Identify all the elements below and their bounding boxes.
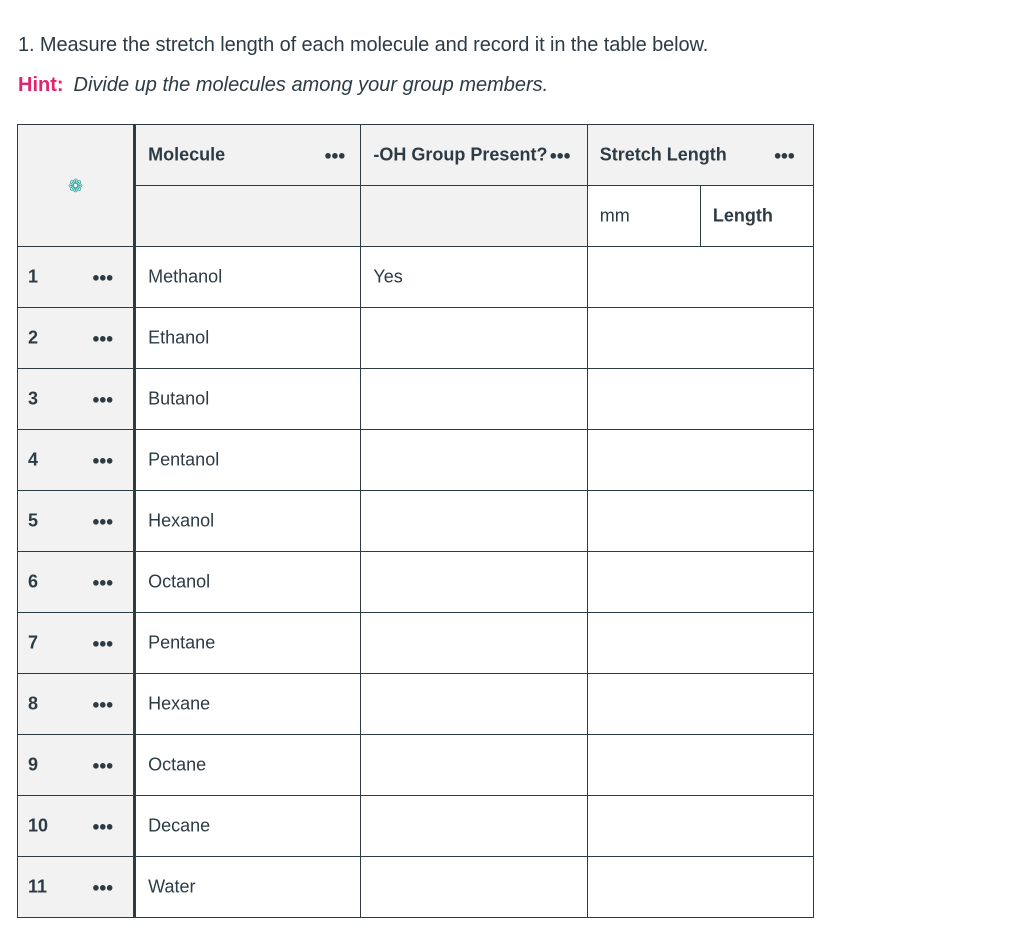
gear-icon[interactable]: ❁ — [68, 175, 84, 196]
row-header — [18, 857, 135, 918]
cell-stretch-length[interactable] — [587, 430, 813, 491]
subheader-molecule — [135, 186, 361, 247]
row-header — [18, 613, 135, 674]
cell-oh-group[interactable] — [361, 735, 587, 796]
cell-molecule-text: Hexane — [148, 693, 211, 714]
cell-molecule[interactable] — [135, 613, 361, 674]
cell-oh-group[interactable] — [361, 674, 587, 735]
hint — [18, 74, 548, 97]
cell-oh-group[interactable] — [361, 491, 587, 552]
row-number: 3 — [28, 388, 39, 409]
cell-molecule-text: Pentanol — [148, 449, 220, 470]
subheader-oh-group — [361, 186, 587, 247]
subheader-mm-label: mm — [599, 205, 630, 226]
row-menu-icon[interactable]: ●●● — [92, 818, 113, 834]
column-header-stretch-length[interactable] — [587, 125, 813, 186]
row-header — [18, 552, 135, 613]
cell-oh-group[interactable] — [361, 857, 587, 918]
cell-molecule[interactable] — [135, 308, 361, 369]
table-row — [18, 247, 814, 308]
cell-oh-group[interactable] — [361, 369, 587, 430]
cell-molecule[interactable] — [135, 430, 361, 491]
table-row — [18, 857, 814, 918]
cell-molecule-text: Decane — [148, 815, 211, 836]
row-number: 10 — [28, 815, 49, 836]
cell-molecule-text: Butanol — [148, 388, 210, 409]
row-number: 7 — [28, 632, 39, 653]
column-header-stretch-length-label: Stretch Length — [599, 144, 727, 165]
cell-oh-group[interactable] — [361, 796, 587, 857]
subheader-row — [18, 186, 814, 247]
table-row — [18, 613, 814, 674]
row-number: 1 — [28, 266, 39, 287]
row-header — [18, 674, 135, 735]
table-row — [18, 308, 814, 369]
cell-stretch-length[interactable] — [587, 857, 813, 918]
cell-oh-group[interactable] — [361, 552, 587, 613]
cell-molecule[interactable] — [135, 491, 361, 552]
row-menu-icon[interactable]: ●●● — [92, 635, 113, 651]
subheader-length — [700, 186, 813, 247]
column-header-oh-group-label: -OH Group Present? — [373, 144, 548, 165]
column-menu-molecule[interactable]: ●●● — [324, 147, 345, 163]
cell-molecule-text: Octane — [148, 754, 207, 775]
cell-oh-group[interactable] — [361, 613, 587, 674]
subheader-length-label: Length — [712, 205, 773, 226]
cell-molecule-text: Methanol — [148, 266, 223, 287]
row-header — [18, 247, 135, 308]
cell-molecule[interactable] — [135, 369, 361, 430]
row-header — [18, 308, 135, 369]
cell-stretch-length[interactable] — [587, 491, 813, 552]
row-number: 4 — [28, 449, 39, 470]
row-menu-icon[interactable]: ●●● — [92, 757, 113, 773]
cell-stretch-length[interactable] — [587, 308, 813, 369]
table-row — [18, 674, 814, 735]
cell-oh-group[interactable] — [361, 430, 587, 491]
cell-stretch-length[interactable] — [587, 369, 813, 430]
cell-molecule[interactable] — [135, 247, 361, 308]
subheader-mm — [587, 186, 700, 247]
table-corner — [18, 125, 135, 247]
question-text: 1. Measure the stretch length of each molecule and record it in the table below. — [18, 34, 709, 56]
row-number: 8 — [28, 693, 39, 714]
cell-molecule[interactable] — [135, 735, 361, 796]
row-header — [18, 796, 135, 857]
column-menu-stretch-length[interactable]: ●●● — [773, 147, 795, 163]
cell-stretch-length[interactable] — [587, 735, 813, 796]
column-header-molecule[interactable] — [135, 125, 361, 186]
row-header — [18, 491, 135, 552]
cell-oh-group[interactable] — [361, 308, 587, 369]
header-row — [18, 125, 814, 186]
row-number: 11 — [28, 876, 48, 897]
table-row — [18, 796, 814, 857]
cell-molecule[interactable] — [135, 552, 361, 613]
hint-label: Hint: — [18, 74, 64, 96]
cell-molecule-text: Ethanol — [148, 327, 210, 348]
table-row — [18, 735, 814, 796]
row-number: 6 — [28, 571, 39, 592]
row-number: 2 — [28, 327, 39, 348]
cell-molecule-text: Water — [148, 876, 196, 897]
row-menu-icon[interactable]: ●●● — [92, 452, 113, 468]
row-number: 5 — [28, 510, 39, 531]
cell-stretch-length[interactable] — [587, 674, 813, 735]
table-row — [18, 369, 814, 430]
cell-molecule[interactable] — [135, 796, 361, 857]
cell-oh-group-text: Yes — [373, 266, 403, 287]
table-row — [18, 430, 814, 491]
cell-molecule-text: Pentane — [148, 632, 216, 653]
row-menu-icon[interactable]: ●●● — [92, 879, 113, 895]
row-header — [18, 735, 135, 796]
column-header-oh-group[interactable] — [361, 125, 587, 186]
row-number: 9 — [28, 754, 39, 775]
cell-molecule-text: Hexanol — [148, 510, 215, 531]
row-menu-icon[interactable]: ●●● — [92, 574, 113, 590]
hint-text: Divide up the molecules among your group members. — [73, 74, 549, 96]
row-menu-icon[interactable]: ●●● — [92, 269, 113, 285]
row-menu-icon[interactable]: ●●● — [92, 391, 113, 407]
cell-molecule[interactable] — [135, 674, 361, 735]
cell-stretch-length[interactable] — [587, 552, 813, 613]
data-table — [17, 124, 814, 918]
row-menu-icon[interactable]: ●●● — [92, 330, 113, 346]
column-menu-oh-group[interactable]: ●●● — [549, 147, 570, 163]
cell-molecule-text: Octanol — [148, 571, 211, 592]
cell-stretch-length[interactable] — [587, 613, 813, 674]
row-header — [18, 430, 135, 491]
cell-stretch-length[interactable] — [587, 247, 813, 308]
cell-oh-group[interactable] — [361, 247, 587, 308]
cell-stretch-length[interactable] — [587, 796, 813, 857]
row-menu-icon[interactable]: ●●● — [92, 513, 113, 529]
row-header — [18, 369, 135, 430]
row-menu-icon[interactable]: ●●● — [92, 696, 113, 712]
cell-molecule[interactable] — [135, 857, 361, 918]
table-row — [18, 552, 814, 613]
table-row — [18, 491, 814, 552]
column-header-molecule-label: Molecule — [148, 144, 226, 165]
